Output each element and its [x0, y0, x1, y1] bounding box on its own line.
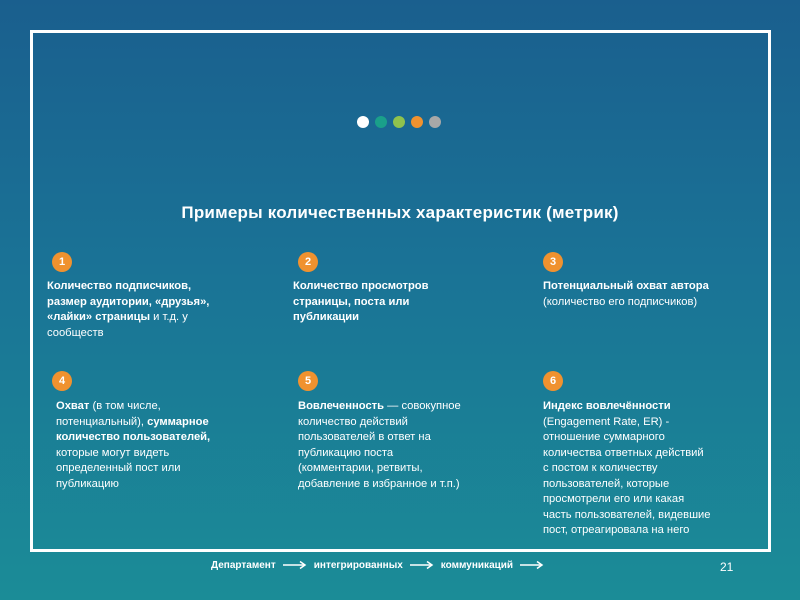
- item-number-6: 6: [543, 371, 563, 391]
- item-text-4: [56, 399, 271, 492]
- item-5-line-4: публикацию поста: [298, 446, 394, 459]
- item-number-2: 2: [298, 252, 318, 272]
- progress-dots: [357, 116, 441, 128]
- item-6-line-4: количества ответных действий: [543, 446, 704, 459]
- dot-teal: [375, 116, 387, 128]
- item-5-line-1-bold: Вовлеченность: [298, 400, 385, 412]
- item-1-line-1: Количество подписчиков,: [47, 280, 192, 292]
- footer-word-1: Департамент: [211, 559, 276, 571]
- item-6-line-3: отношение суммарного: [543, 431, 665, 443]
- item-1-line-3-rest: и т.д. у: [150, 311, 188, 323]
- item-text-2: [293, 279, 493, 326]
- item-text-6: [543, 399, 768, 539]
- item-5-line-1-rest: — совокупное: [384, 400, 461, 412]
- item-3-line-1: Потенциальный охват автора: [543, 280, 709, 292]
- dot-white: [357, 116, 369, 128]
- item-6-line-2: (Engagement Rate, ER) -: [543, 415, 670, 428]
- item-4-line-5: определенный пост или: [56, 462, 181, 474]
- item-4-line-6: публикацию: [56, 477, 119, 490]
- item-5-line-6: добавление в избранное и т.п.): [298, 477, 460, 490]
- item-4-line-1-bold: Охват: [56, 400, 90, 412]
- item-4-line-1: [56, 399, 271, 415]
- footer-tagline: [211, 556, 545, 574]
- dot-orange: [411, 116, 423, 128]
- item-text-5: [298, 399, 513, 492]
- item-3-line-2: (количество его подписчиков): [543, 295, 698, 308]
- item-6-line-7: просмотрели его или какая: [543, 493, 685, 505]
- item-2-line-3: публикации: [293, 311, 360, 323]
- page-number: 21: [720, 560, 734, 574]
- footer-word-2: интегрированных: [313, 559, 403, 571]
- arrow-right-icon: [282, 560, 308, 570]
- item-4-line-2: [56, 415, 271, 431]
- item-5-line-2: количество действий: [298, 415, 408, 428]
- item-1-line-3-bold: «лайки» страницы: [47, 311, 151, 323]
- item-4-line-2-bold: суммарное: [147, 415, 209, 428]
- item-4-line-4: которые могут видеть: [56, 446, 170, 459]
- item-2-line-2: страницы, поста или: [293, 295, 410, 308]
- item-6-line-1: Индекс вовлечённости: [543, 400, 671, 412]
- item-number-1: 1: [52, 252, 72, 272]
- arrow-right-icon: [409, 560, 435, 570]
- footer-word-3: коммуникаций: [440, 559, 514, 571]
- slide-title: Примеры количественных характеристик (метрик): [181, 203, 619, 222]
- item-number-5: 5: [298, 371, 318, 391]
- item-1-line-4: сообществ: [47, 326, 104, 339]
- item-text-3: [543, 279, 758, 310]
- item-5-line-1: [298, 399, 513, 415]
- item-text-1: [47, 279, 262, 341]
- item-4-line-3: количество пользователей,: [56, 431, 211, 443]
- item-6-line-8: часть пользователей, видевшие: [543, 508, 711, 521]
- dot-green: [393, 116, 405, 128]
- item-1-line-3: [47, 310, 262, 326]
- arrow-right-icon: [519, 560, 545, 570]
- item-4-line-2-rest: потенциальный),: [56, 415, 148, 428]
- item-2-line-1: Количество просмотров: [293, 280, 429, 292]
- item-6-line-5: с постом к количеству: [543, 462, 658, 474]
- item-6-line-9: пост, отреагировала на него: [543, 524, 690, 536]
- item-1-line-2: размер аудитории, «друзья»,: [47, 295, 210, 308]
- item-number-3: 3: [543, 252, 563, 272]
- item-number-4: 4: [52, 371, 72, 391]
- dot-gray: [429, 116, 441, 128]
- item-6-line-6: пользователей, которые: [543, 477, 670, 490]
- item-5-line-5: (комментарии, ретвиты,: [298, 462, 423, 474]
- item-4-line-1-rest: (в том числе,: [89, 400, 161, 412]
- item-5-line-3: пользователей в ответ на: [298, 431, 431, 443]
